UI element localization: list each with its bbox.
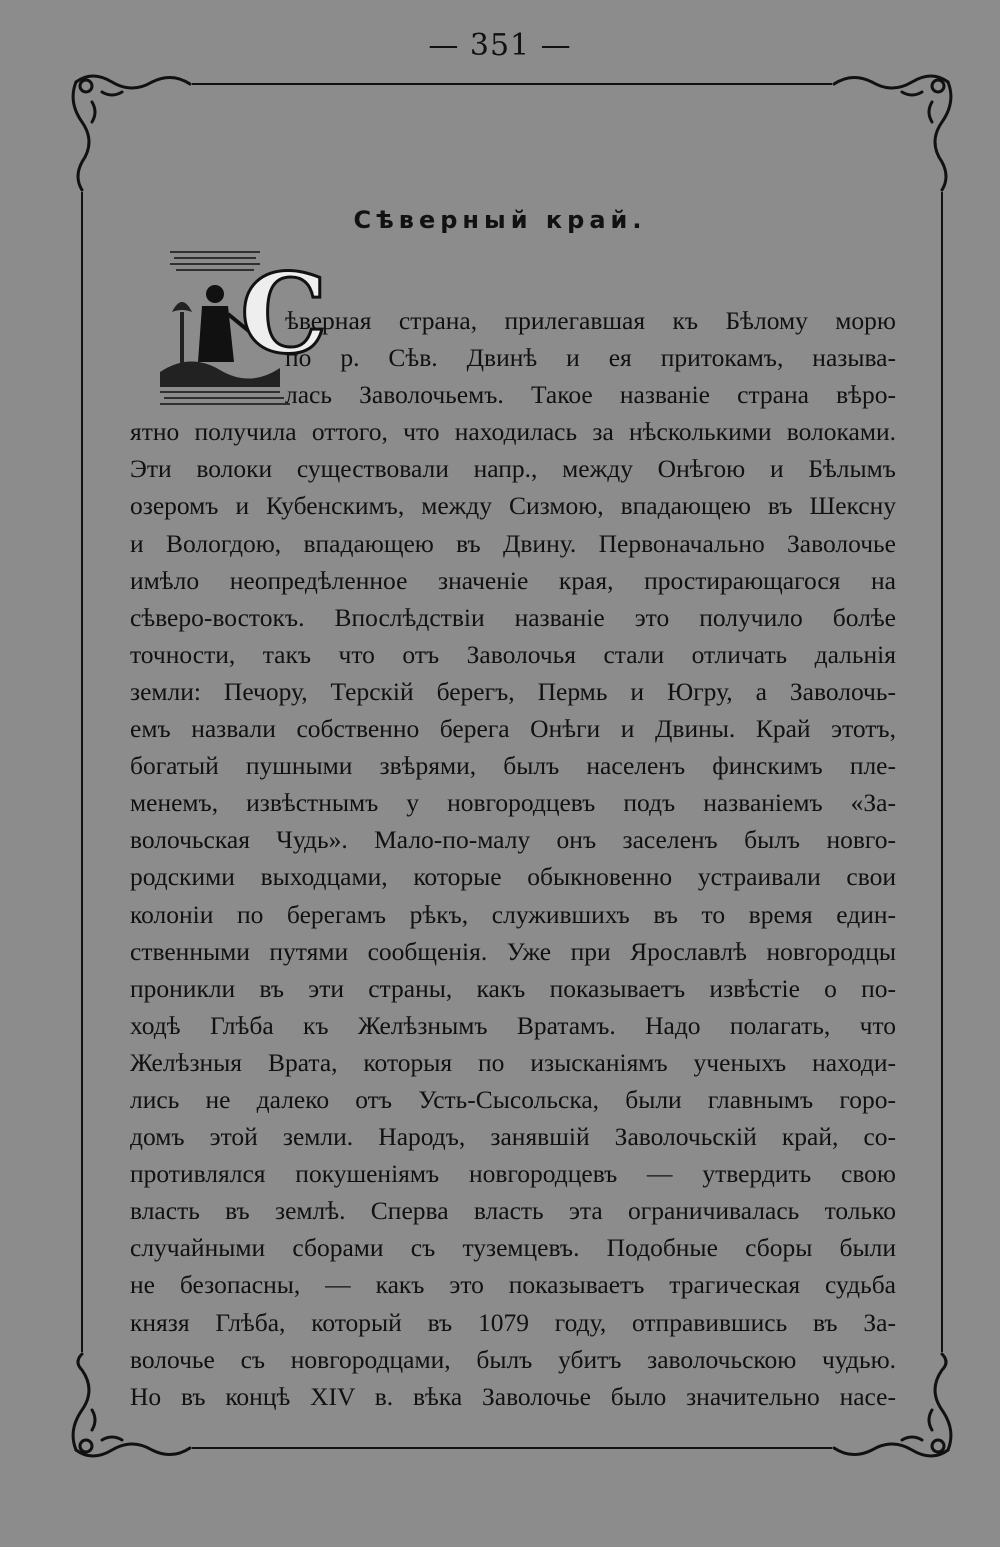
text-line: менемъ, извѣстнымъ у новгородцевъ подъ названіемъ «За- [130, 788, 896, 818]
text-line: ходѣ Глѣба къ Желѣзнымъ Вратамъ. Надо полагать, что [130, 1010, 896, 1040]
text-line: Но въ концѣ XIV в. вѣка Заволочье было значительно насе- [130, 1381, 896, 1411]
text-line: колоніи по берегамъ рѣкъ, служившихъ въ то время един- [130, 899, 896, 929]
text-line: богатый пушными звѣрями, былъ населенъ финскимъ пле- [130, 751, 896, 781]
text-line: земли: Печору, Терскій берегъ, Пермь и Югру, а Заволочь- [130, 676, 896, 706]
text-line: Желѣзныя Врата, которыя по изысканіямъ ученыхъ находи- [130, 1047, 896, 1077]
text-line: домъ этой земли. Народъ, занявшій Заволочьскій край, со- [130, 1122, 896, 1152]
text-line: волочьская Чудь». Мало-по-малу онъ заселенъ былъ новго- [130, 825, 896, 855]
text-line: ственными путями сообщенія. Уже при Ярославлѣ новгородцы [130, 936, 896, 966]
text-line: имѣло неопредѣленное значеніе края, простирающагося на [130, 565, 896, 595]
text-line: проникли въ эти страны, какъ показываетъ извѣстіе о по- [130, 973, 896, 1003]
text-line: сѣверо-востокъ. Впослѣдствіи названіе это получило болѣе [130, 602, 896, 632]
text-line: емъ назвали собственно берега Онѣги и Двины. Край этотъ, [130, 714, 896, 744]
body-text [130, 302, 896, 1415]
text-line: ѣверная страна, прилегавшая къ Бѣлому морю [285, 306, 896, 335]
text-line: ятно получила оттого, что находилась за нѣсколькими волоками. [130, 417, 896, 447]
text-line: и Вологдою, впадающею въ Двину. Первоначально Заволочье [130, 528, 896, 558]
svg-text:С: С [240, 249, 328, 378]
text-line: власть въ землѣ. Сперва власть эта ограничивалась только [130, 1196, 896, 1226]
text-line: по р. Сѣв. Двинѣ и ея притокамъ, называ- [285, 343, 896, 373]
text-line: родскими выходцами, которые обыкновенно устраивали свои [130, 862, 896, 892]
text-line: князя Глѣба, который въ 1079 году, отправившись въ За- [130, 1307, 896, 1337]
text-line: озеромъ и Кубенскимъ, между Сизмою, впадающею въ Шексну [130, 491, 896, 521]
text-line: случайными сборами съ туземцевъ. Подобные сборы были [130, 1233, 896, 1263]
text-line: лась Заволочьемъ. Такое названіе страна вѣро- [285, 380, 896, 410]
text-line: точности, такъ что отъ Заволочья стали отличать дальнія [130, 639, 896, 669]
text-line: Эти волоки существовали напр., между Онѣгою и Бѣлымъ [130, 454, 896, 484]
chapter-title: Сѣверный край. [353, 206, 647, 234]
page-number: — 351 — [428, 28, 572, 63]
text-line: лись не далеко отъ Усть-Сысольска, были главнымъ горо- [130, 1084, 896, 1114]
text-line: волочье съ новгородцами, былъ убитъ заволочьскою чудью. [130, 1344, 896, 1374]
text-line: противлялся покушеніямъ новгородцевъ — утвердить свою [130, 1159, 896, 1189]
text-line: не безопасны, — какъ это показываетъ трагическая судьба [130, 1270, 896, 1300]
